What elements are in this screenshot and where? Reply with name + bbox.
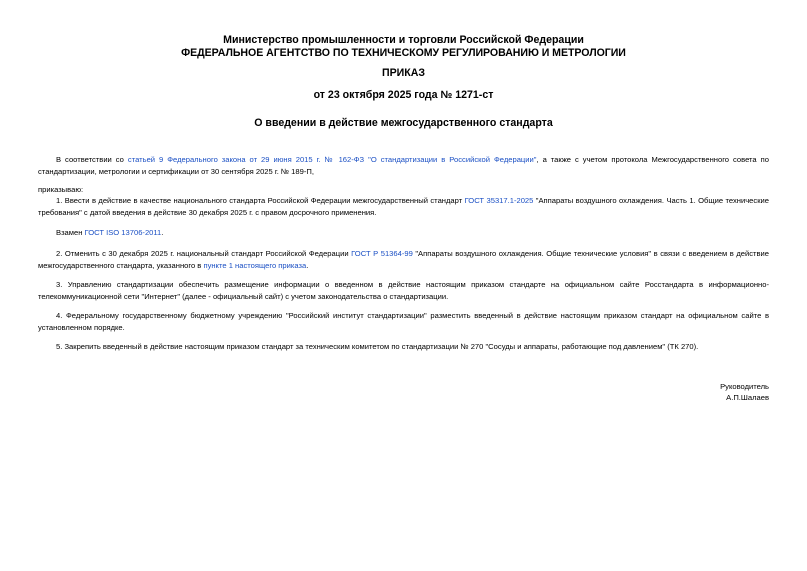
agency-name: ФЕДЕРАЛЬНОЕ АГЕНТСТВО ПО ТЕХНИЧЕСКОМУ РЕГУЛИРОВАНИЮ И МЕТРОЛОГИИ <box>181 47 626 59</box>
gost-35317-link[interactable]: ГОСТ 35317.1-2025 <box>464 196 534 205</box>
preamble-text-end: , а также с учетом протокола Межгосударственного совета по стандартизации, метрологии и сертификации от 30 сентября 2025 г. № 189-П, <box>38 155 769 176</box>
item-2-text-end: . <box>306 261 309 270</box>
item-2-text-start: 2. Отменить с 30 декабря 2025 г. национальный стандарт Российской Федерации <box>56 249 352 258</box>
item-4-paragraph: 4. Федеральному государственному бюджетному учреждению "Российский институт стандартизации" разместить введенный в действие настоящим приказом стандарт на официальном сайте в установленном порядке. <box>38 311 769 332</box>
gost-iso-13706-link[interactable]: ГОСТ ISO 13706-2011 <box>84 228 162 237</box>
replace-text-end: . <box>161 228 164 237</box>
replace-text-start: Взамен <box>56 228 85 237</box>
preamble-text-start: В соответствии со <box>56 155 128 164</box>
item-2-paragraph <box>38 248 769 272</box>
item-2-text-middle: "Аппараты воздушного охлаждения. Общие технические условия" в связи с введением в действие межгосударственного стандарта, указанного в <box>38 249 769 270</box>
ministry-name: Министерство промышленности и торговли Российской Федерации <box>223 34 584 46</box>
replace-paragraph <box>38 227 769 239</box>
signatory-role: Руководитель <box>720 382 769 391</box>
document-subject: О введении в действие межгосударственного стандарта <box>254 117 553 129</box>
law-article-link[interactable]: статьей 9 Федерального закона от 29 июня 2015 г. № 162-ФЗ "О стандартизации в Российской Федерации" <box>127 155 537 164</box>
item-3-paragraph: 3. Управлению стандартизации обеспечить размещение информации о введенном в действие настоящим приказом стандарте на официальном сайте Росстандарта в информационно-телекоммуникационной сети "Интернет" (далее - официальный сайт) с учетом законодательства о стандартизации. <box>38 280 769 301</box>
item-1-paragraph <box>38 195 769 219</box>
order-word: приказываю: <box>38 185 84 194</box>
item-1-reference-link[interactable]: пункте 1 настоящего приказа <box>203 261 307 270</box>
gost-r-51364-link[interactable]: ГОСТ Р 51364-99 <box>351 249 413 258</box>
item-1-text-start: 1. Ввести в действие в качестве национального стандарта Российской Федерации межгосударственный стандарт <box>56 196 465 205</box>
item-1-text-end: "Аппараты воздушного охлаждения. Часть 1. Общие технические требования" с датой введения в действие 30 декабря 2025 г. с правом досрочного применения. <box>38 196 769 217</box>
preamble-paragraph <box>38 154 769 178</box>
document-date-number: от 23 октября 2025 года № 1271-ст <box>313 89 494 101</box>
document-type: ПРИКАЗ <box>381 67 426 79</box>
signatory-name: А.П.Шалаев <box>726 393 769 402</box>
item-5-paragraph: 5. Закрепить введенный в действие настоящим приказом стандарт за техническим комитетом по стандартизации № 270 "Сосуды и аппараты, работающие под давлением" (ТК 270). <box>56 342 699 351</box>
